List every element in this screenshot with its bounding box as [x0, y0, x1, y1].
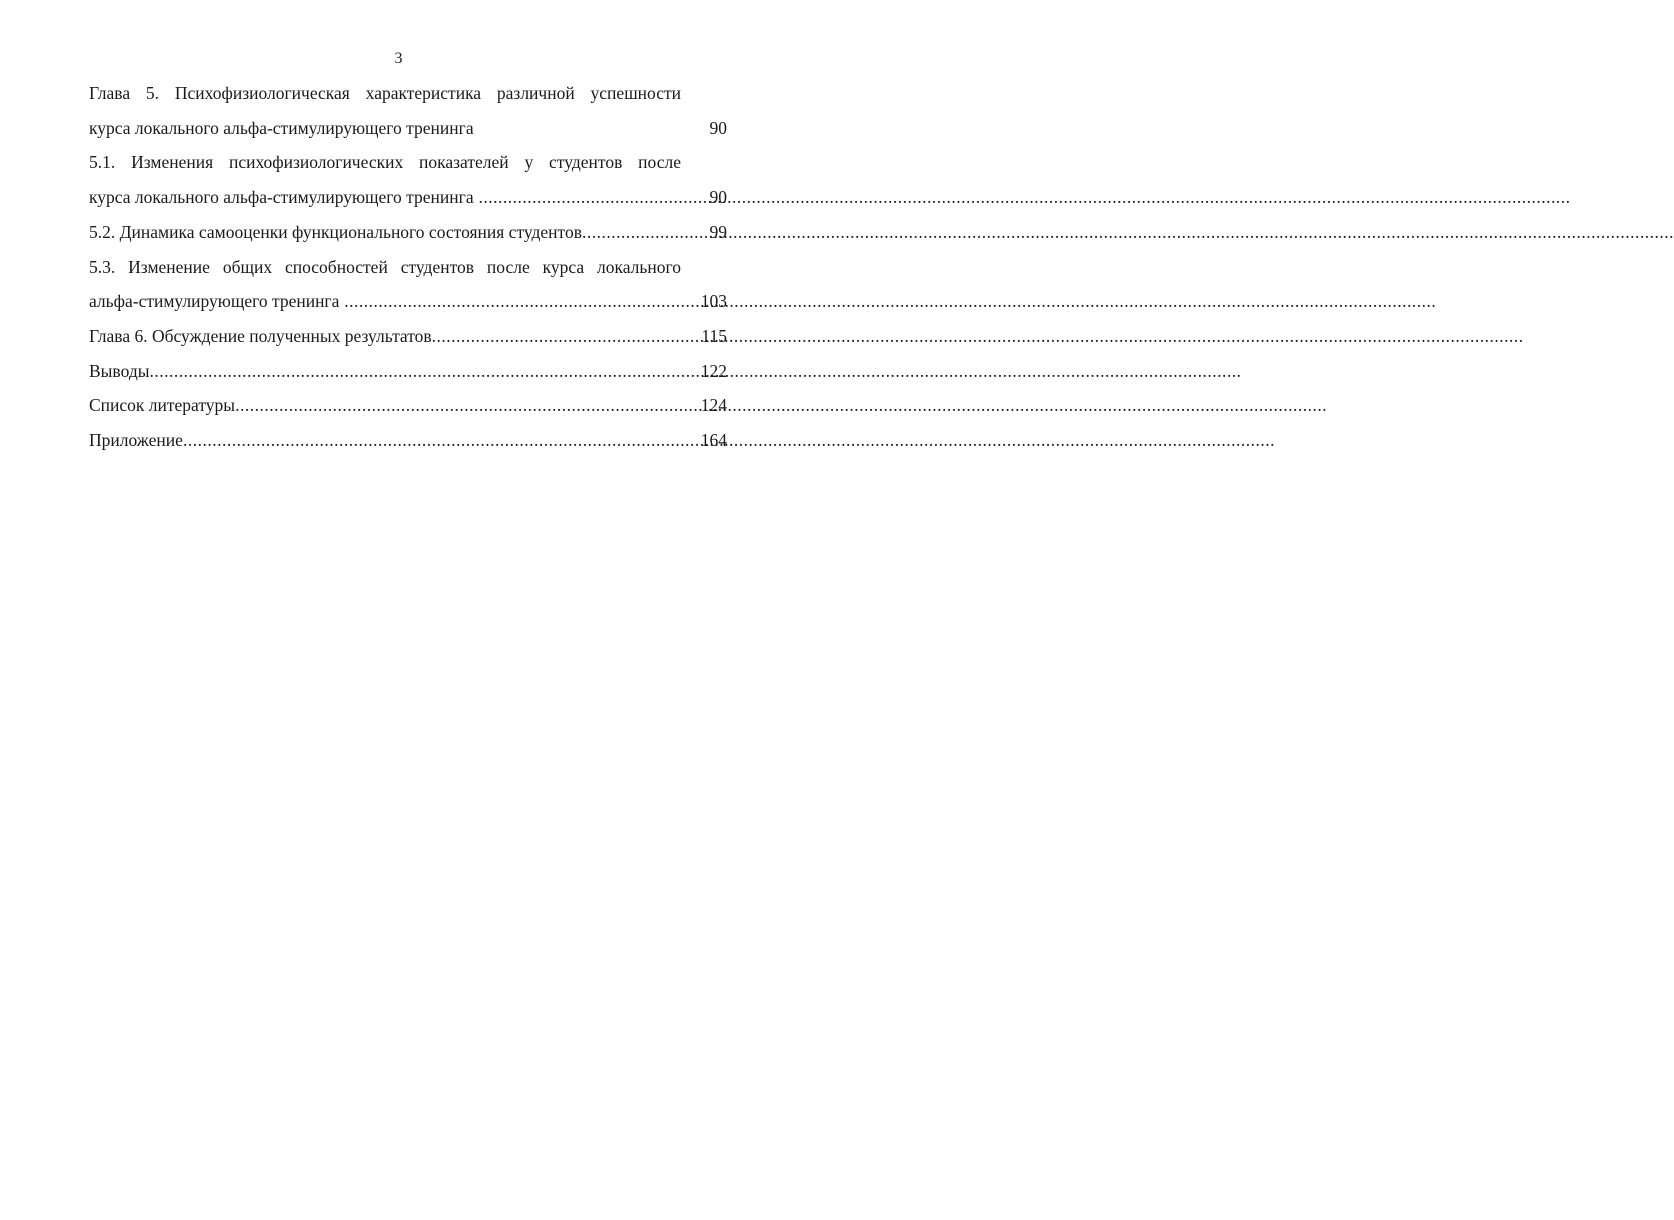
toc-page-ref: 124	[700, 395, 727, 416]
dot-leader	[582, 215, 681, 250]
toc-entry-text: Глава 5. Психофизиологическая характеристика различной успешности	[89, 83, 681, 103]
toc-entry-text: 5.1. Изменения психофизиологических показателей у студентов после	[89, 152, 681, 173]
toc-page-ref: 115	[701, 325, 727, 346]
toc-entry-references	[89, 388, 727, 423]
toc-page-ref: 103	[700, 291, 727, 312]
toc-page-ref: 164	[700, 430, 727, 451]
toc-entry-text: Выводы	[89, 360, 150, 381]
toc-entry-chapter-6	[89, 319, 727, 354]
toc-entry-text: альфа-стимулирующего тренинга	[89, 291, 340, 312]
toc-entry-section-5-3	[89, 250, 727, 319]
toc-entry-text: курса локального альфа-стимулирующего тренинга	[89, 117, 474, 138]
dot-leader	[474, 180, 681, 215]
document-page	[0, 0, 797, 1220]
toc-entry-text: Список литературы	[89, 395, 236, 416]
toc-entry-section-5-1	[89, 145, 727, 214]
toc-entry-appendix	[89, 423, 727, 458]
toc-page-ref: 99	[709, 221, 727, 242]
toc-entry-text: Глава 6. Обсуждение полученных результатов	[89, 325, 432, 346]
toc-page-ref: 90	[709, 117, 727, 138]
dot-leader	[432, 319, 681, 354]
toc-entry-text: 5.2. Динамика самооценки функционального состояния студентов	[89, 221, 582, 242]
toc-entry-chapter-5	[89, 76, 727, 145]
dot-leader	[339, 284, 681, 319]
dot-leader	[183, 423, 681, 458]
page-number: 3	[394, 50, 403, 67]
dot-leader	[235, 388, 681, 423]
toc-page-ref: 122	[700, 360, 727, 381]
toc-entry-section-5-2	[89, 215, 727, 250]
toc-entry-text: курса локального альфа-стимулирующего тренинга	[89, 187, 474, 208]
toc-entry-text: Приложение	[89, 430, 183, 451]
toc-entry-conclusions	[89, 354, 727, 389]
toc-page-ref: 90	[709, 187, 727, 208]
toc-entry-text: 5.3. Изменение общих способностей студентов после курса локального	[89, 256, 681, 277]
table-of-contents	[89, 76, 727, 458]
dot-leader	[149, 354, 681, 389]
